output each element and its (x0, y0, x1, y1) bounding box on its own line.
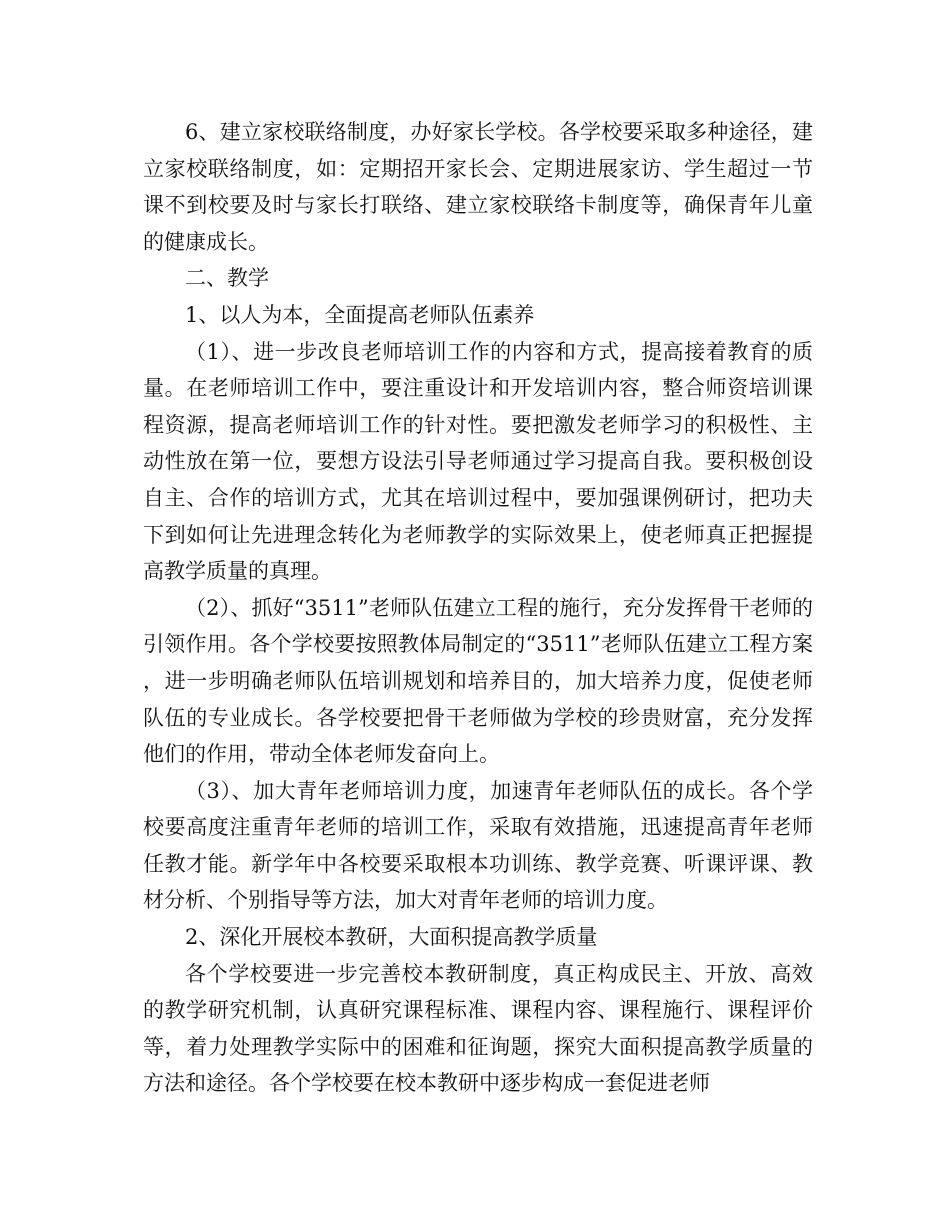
subheading-school-research: 2、深化开展校本教研，大面积提高教学质量 (185, 925, 598, 950)
document-body (143, 114, 813, 1102)
paragraph-home-school-contact: 6、建立家校联络制度，办好家长学校。各学校要采取多种途径，建立家校联络制度，如：定期招开家长会、定期进展家访、学生超过一节课不到校要及时与家长打联络、建立家校联络卡制度等，确保青年儿童的健康成长。 (143, 120, 813, 254)
paragraph-school-research: 各个学校要进一步完善校本教研制度，真正构成民主、开放、高效的教学研究机制，认真研究课程标准、课程内容、课程施行、课程评价等，着力处理教学实际中的困难和征询题，探究大面积提高教学质量的方法和途径。各个学校要在校本教研中逐步构成一套促进老师 (143, 961, 813, 1096)
paragraph-young-teachers: （3）、加大青年老师培训力度，加速青年老师队伍的成长。各个学校要高度注重青年老师的培训工作，采取有效措施，迅速提高青年老师任教才能。新学年中各校要采取根本功训练、教学竞赛、听课评课、教材分析、个别指导等方法，加大对青年老师的培训力度。 (143, 778, 813, 913)
paragraph-teacher-training: （1）、进一步改良老师培训工作的内容和方式，提高接着教育的质量。在老师培训工作中，要注重设计和开发培训内容，整合师资培训课程资源，提高老师培训工作的针对性。要把激发老师学习的积极性、主动性放在第一位，要想方设法引导老师通过学习提高自我。要积极创设自主、合作的培训方式，尤其在培训过程中，要加强课例研讨，把功夫下到如何让先进理念转化为老师教学的实际效果上，使老师真正把握提高教学质量的真理。 (143, 339, 813, 584)
paragraph-3511-project: （2）、抓好“3511”老师队伍建立工程的施行，充分发挥骨干老师的引领作用。各个学校要按照教体局制定的“3511”老师队伍建立工程方案，进一步明确老师队伍培训规划和培养目的，加大培养力度，促使老师队伍的专业成长。各学校要把骨干老师做为学校的珍贵财富，充分发挥他们的作用，带动全体老师发奋向上。 (143, 595, 813, 767)
subheading-teacher-quality: 1、以人为本，全面提高老师队伍素养 (185, 302, 535, 327)
section-heading-teaching: 二、教学 (185, 266, 269, 291)
